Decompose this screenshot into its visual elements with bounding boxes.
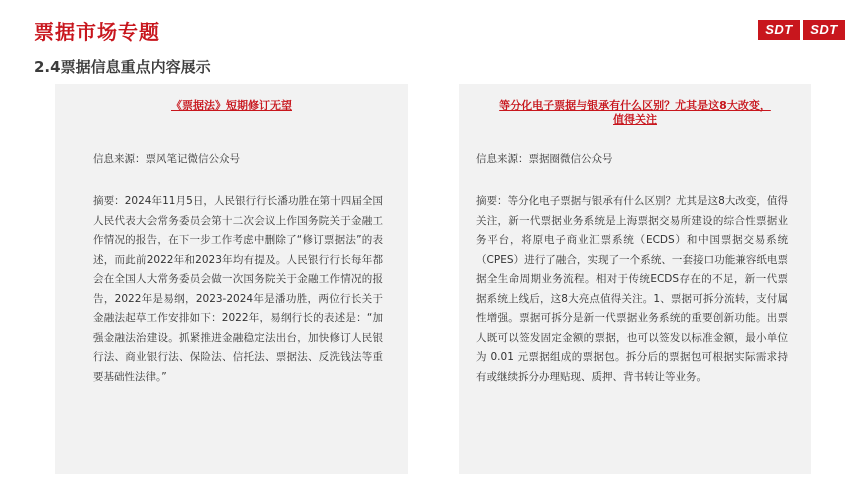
card-title-link[interactable]: 等分化电子票据与银承有什么区别？尤其是这8大改变，值得关注	[499, 99, 771, 126]
section-title: 2.4票据信息重点内容展示	[34, 58, 211, 76]
sdt-logo: SDT	[758, 20, 800, 40]
card-source: 信息来源：票据圈微信公众号	[476, 153, 613, 165]
news-card-right	[459, 84, 811, 474]
card-abstract: 摘要：等分化电子票据与银承有什么区别？尤其是这8大改变，值得关注，新一代票据业务系统是上海票据交易所建设的综合性票据业务平台，将原电子商业汇票系统（ECDS）和中国票据交易系统（CPES）进行了融合，实现了一个系统、一套接口功能兼容纸电票据全生命周期业务流程。相对于传统ECDS存在的不足，新一代票据系统上线后，这8大亮点值得关注。1、票据可拆分流转，支付属性增强。票据可拆分是新一代票据业务系统的重要创新功能。出票人既可以签发固定金额的票据，也可以签发以标准金额，最小单位为 0.01 元票据组成的票据包。拆分后的票据包可根据实际需求持有或继续拆分办理贴现、质押、背书转让等业务。	[476, 195, 788, 383]
page-title: 票据市场专题	[34, 20, 160, 44]
card-source: 信息来源：票风笔记微信公众号	[93, 153, 240, 165]
card-abstract: 摘要：2024年11月5日，人民银行行长潘功胜在第十四届全国人民代表大会常务委员会第十二次会议上作国务院关于金融工作情况的报告，在下一步工作考虑中删除了“修订票据法”的表述，而此前2022年和2023年均有提及。人民银行行长每年都会在全国人大常务委员会做一次国务院关于金融工作情况的报告，2022年是易纲，2023-2024年是潘功胜，两位行长关于金融法起草工作安排如下：2022年，易纲行长的表述是：“加强金融法治建设。抓紧推进金融稳定法出台，加快修订人民银行法、商业银行法、保险法、信托法、票据法、反洗钱法等重要基础性法律。”	[93, 195, 383, 383]
sdt-logo-secondary: SDT	[803, 20, 845, 40]
news-card-left	[55, 84, 408, 474]
card-title-link[interactable]: 《票据法》短期修订无望	[171, 99, 292, 112]
